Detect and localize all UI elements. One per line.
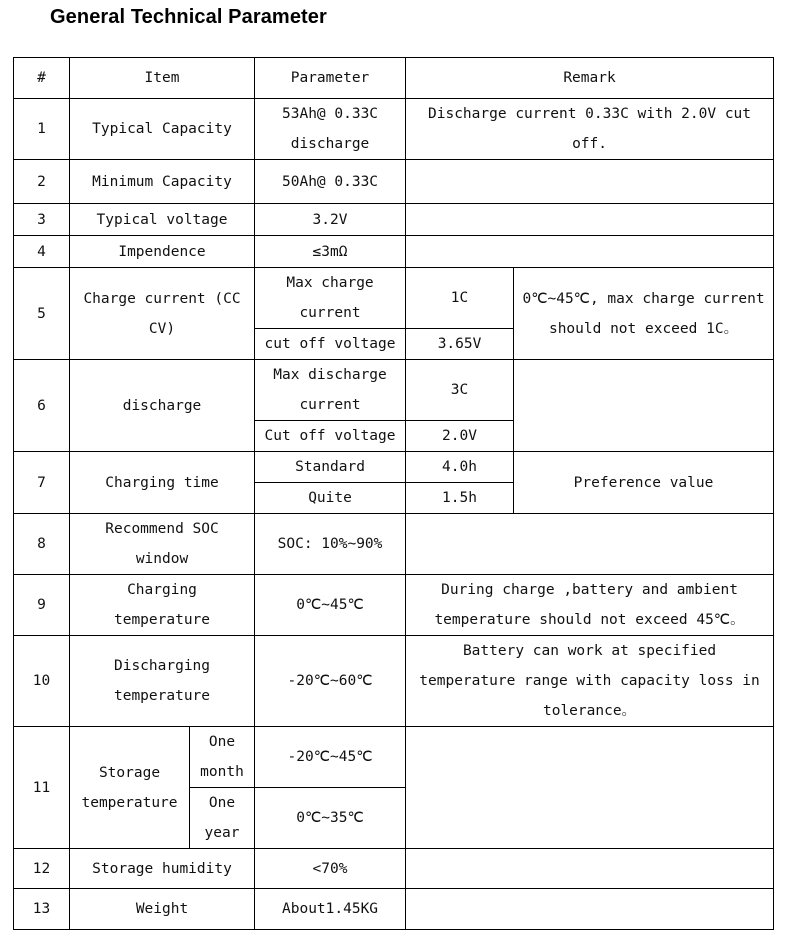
row-number: 3 [14,204,70,236]
item-cell: Charge current (CC CV) [70,268,255,360]
sub-item-cell: Standard [255,452,406,483]
parameter-cell: 53Ah@ 0.33C discharge [255,99,406,160]
header-row [14,58,774,99]
parameter-cell: <70% [255,849,406,889]
sub-item-cell: Max charge current [255,268,406,329]
table-row [14,360,774,421]
header-remark: Remark [406,58,774,99]
parameter-cell: 1C [406,268,514,329]
item-cell: Charging time [70,452,255,514]
row-number: 7 [14,452,70,514]
row-number: 6 [14,360,70,452]
item-cell: Weight [70,889,255,930]
sub-item-cell: Quite [255,483,406,514]
parameter-cell: -20℃~60℃ [255,636,406,727]
table-row [14,849,774,889]
remark-cell [514,360,774,452]
item-cell: Discharging temperature [70,636,255,727]
remark-cell: 0℃~45℃, max charge current should not exceed 1C。 [514,268,774,360]
table-row [14,236,774,268]
sub-item-cell: One month [190,727,255,788]
table-row [14,889,774,930]
row-number: 12 [14,849,70,889]
sub-item-cell: One year [190,788,255,849]
parameter-cell: 1.5h [406,483,514,514]
remark-cell: Discharge current 0.33C with 2.0V cut off. [406,99,774,160]
parameter-cell: 3.2V [255,204,406,236]
page-title: General Technical Parameter [50,6,327,28]
item-cell: Typical voltage [70,204,255,236]
remark-cell: Preference value [514,452,774,514]
row-number: 9 [14,575,70,636]
parameter-cell: 3.65V [406,329,514,360]
table-row [14,268,774,329]
table-row [14,514,774,575]
remark-cell [406,889,774,930]
remark-cell: During charge ,battery and ambient temperature should not exceed 45℃。 [406,575,774,636]
parameter-cell: ≤3mΩ [255,236,406,268]
table-row [14,727,774,788]
row-number: 2 [14,160,70,204]
item-cell: Storage humidity [70,849,255,889]
row-number: 8 [14,514,70,575]
parameter-cell: 50Ah@ 0.33C [255,160,406,204]
item-cell: Charging temperature [70,575,255,636]
parameter-cell: 0℃~45℃ [255,575,406,636]
sub-item-cell: Cut off voltage [255,421,406,452]
row-number: 11 [14,727,70,849]
item-cell: Recommend SOC window [70,514,255,575]
remark-cell [406,236,774,268]
table-row [14,99,774,160]
table-row [14,204,774,236]
item-cell: Storage temperature [70,727,190,849]
table-row [14,575,774,636]
row-number: 10 [14,636,70,727]
remark-cell [406,204,774,236]
row-number: 1 [14,99,70,160]
remark-cell [406,514,774,575]
parameter-cell: 4.0h [406,452,514,483]
sub-item-cell: cut off voltage [255,329,406,360]
remark-cell: Battery can work at specified temperature range with capacity loss in tolerance。 [406,636,774,727]
item-cell: discharge [70,360,255,452]
parameter-cell: 2.0V [406,421,514,452]
parameter-cell: About1.45KG [255,889,406,930]
table-row [14,160,774,204]
remark-cell [406,727,774,849]
technical-parameter-table [13,57,774,930]
table-row [14,452,774,483]
remark-cell [406,849,774,889]
row-number: 4 [14,236,70,268]
remark-cell [406,160,774,204]
header-item: Item [70,58,255,99]
row-number: 5 [14,268,70,360]
item-cell: Minimum Capacity [70,160,255,204]
parameter-cell: -20℃~45℃ [255,727,406,788]
row-number: 13 [14,889,70,930]
parameter-cell: SOC: 10%~90% [255,514,406,575]
item-cell: Impendence [70,236,255,268]
header-parameter: Parameter [255,58,406,99]
header-num: # [14,58,70,99]
item-cell: Typical Capacity [70,99,255,160]
sub-item-cell: Max discharge current [255,360,406,421]
table-row [14,636,774,727]
parameter-cell: 3C [406,360,514,421]
parameter-cell: 0℃~35℃ [255,788,406,849]
